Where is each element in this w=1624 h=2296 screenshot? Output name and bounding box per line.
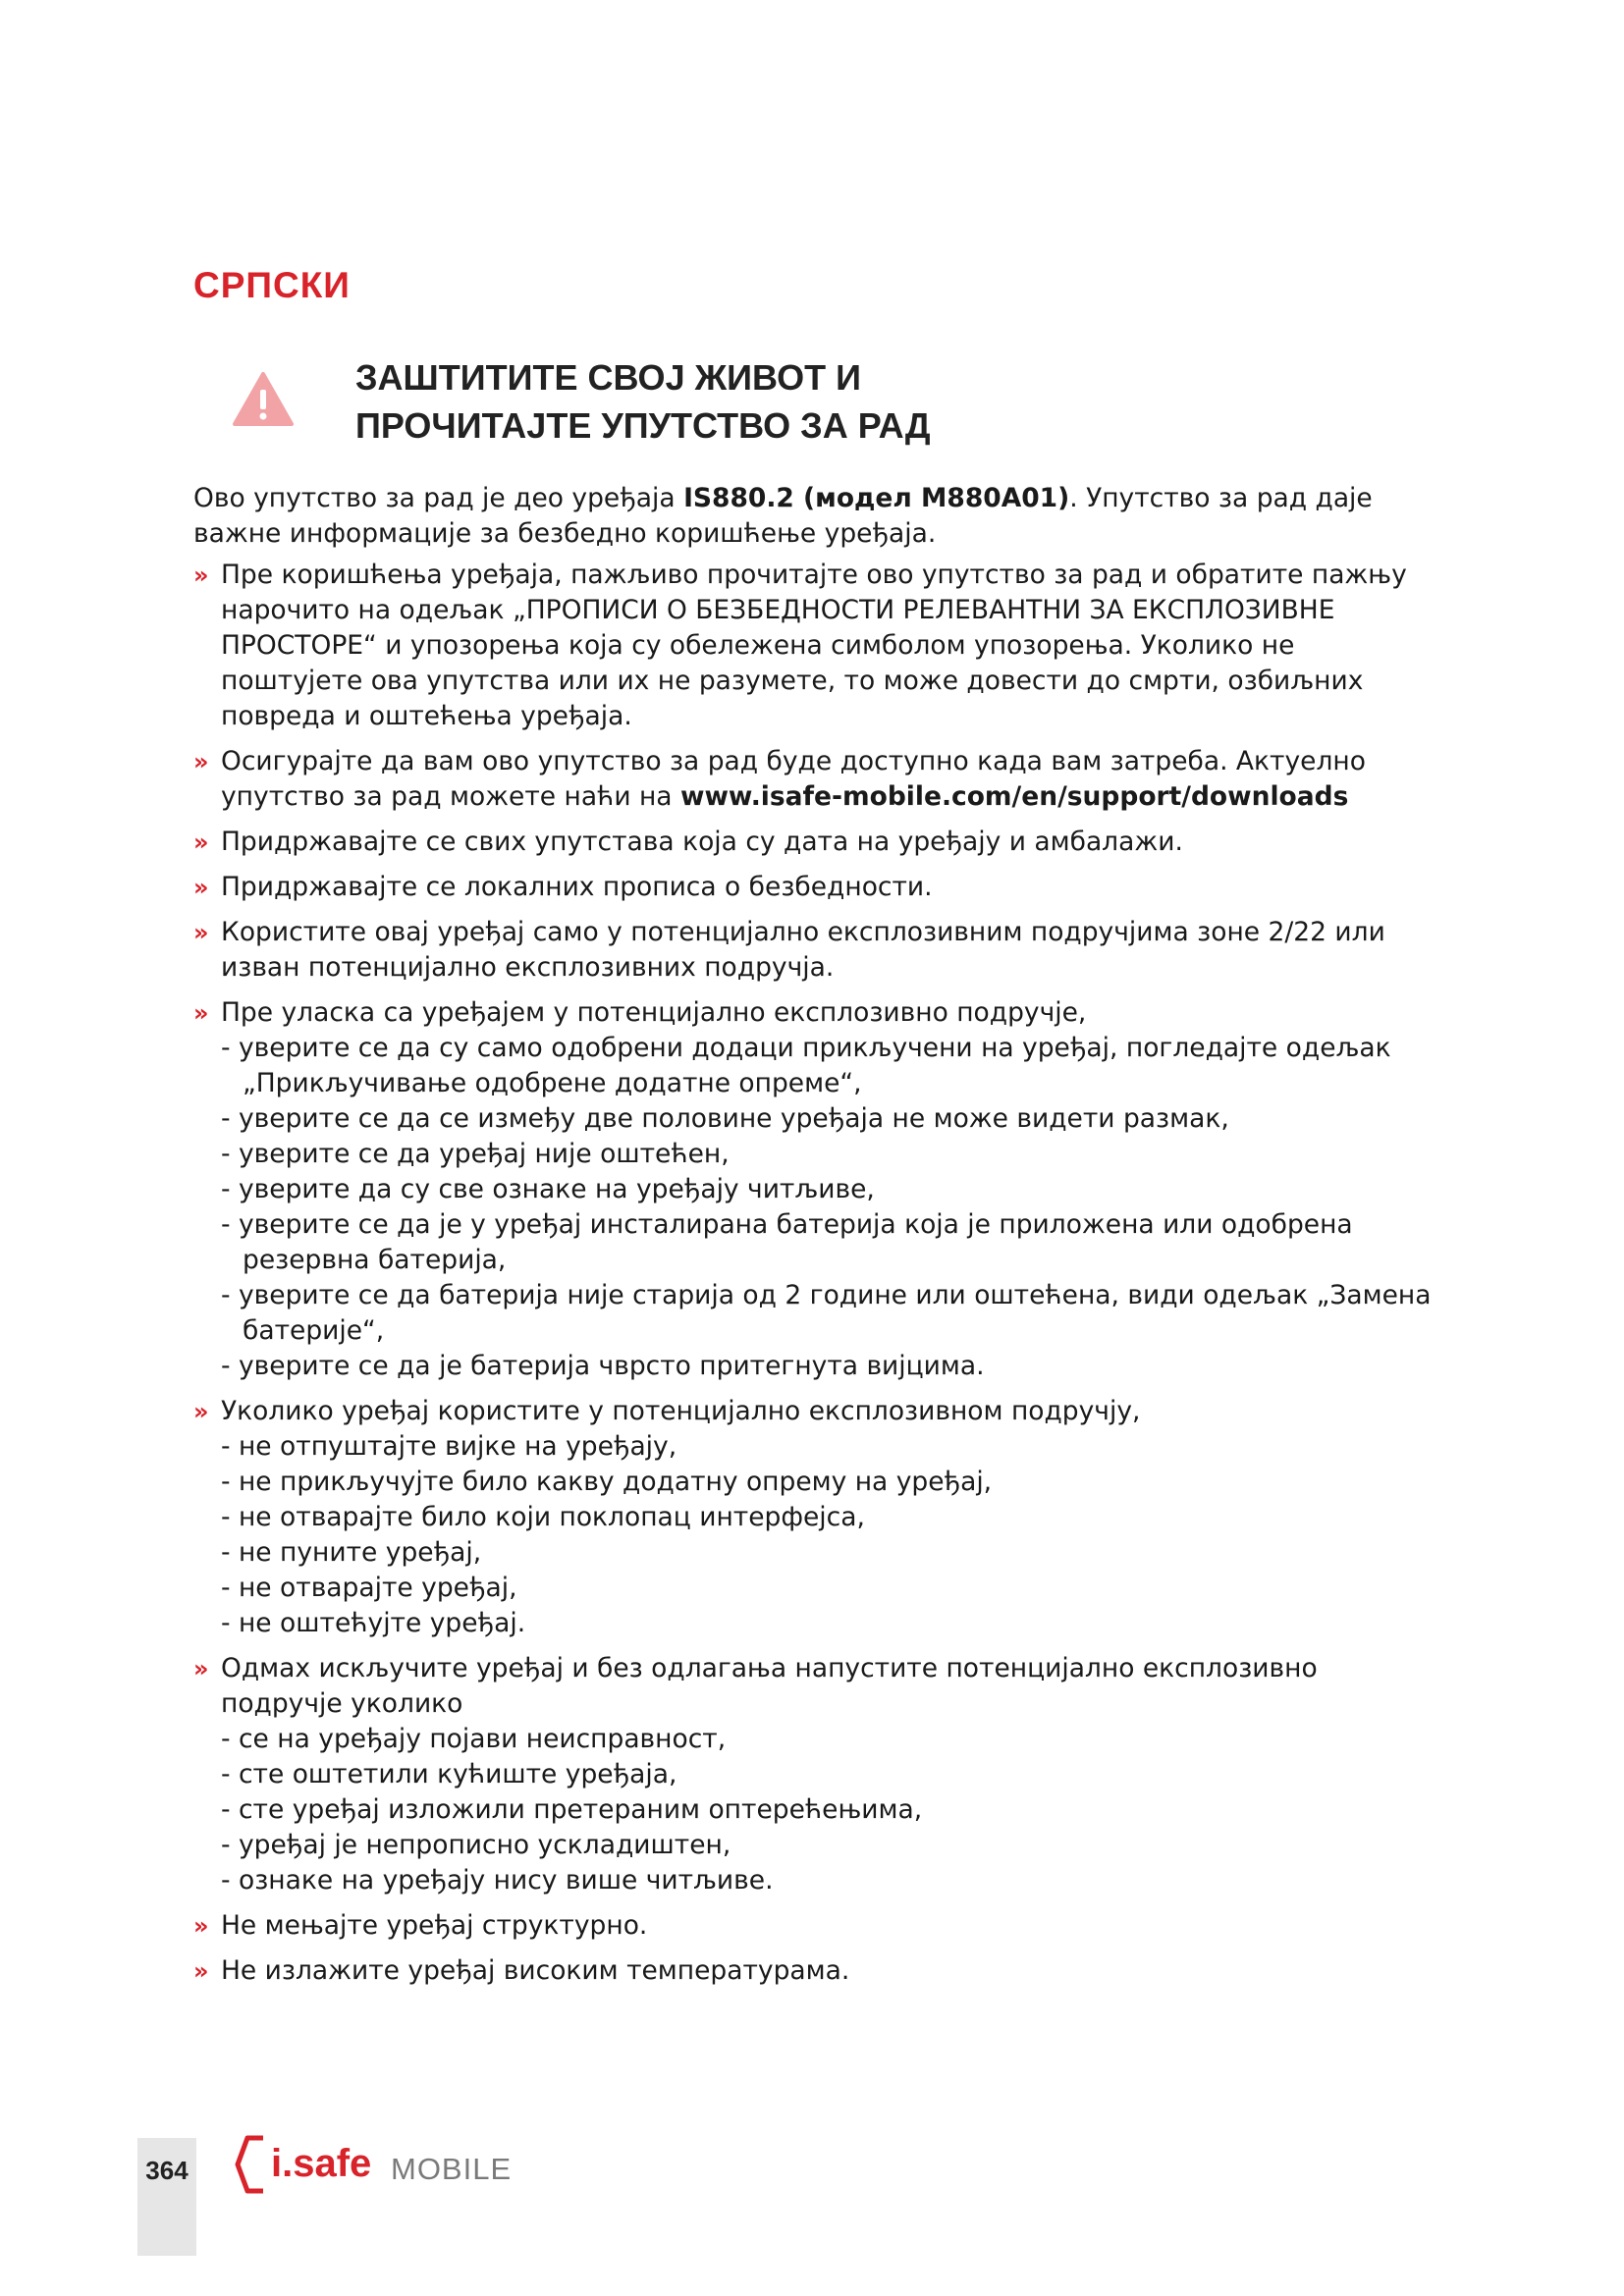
sub-item: - не отварајте било који поклопац интерфејса, xyxy=(221,1502,865,1532)
sub-item: - уверите се да је у уређај инсталирана батерија која је приложена или одобрена резервна батерија, xyxy=(221,1209,1353,1275)
bullet-item: » Одмах искључите уређај и без одлагања напустите потенцијално експлозивно подручје уколико - се на уређају појави неисправност, - сте оштетили кућиште уређаја, - сте уређај изложили претераним оптерећењима, - уређај је непрописно ускладиштен, - ознаке на уређају нису више читљиве. xyxy=(193,1651,1440,1898)
logo-brand-text: i.safe xyxy=(271,2142,372,2185)
safety-content xyxy=(193,481,1440,1999)
bullet-item: » Не мењајте уређај структурно. xyxy=(193,1908,1440,1944)
sub-item: - уређај је непрописно ускладиштен, xyxy=(221,1830,731,1860)
bullet-arrow-icon: » xyxy=(193,1655,209,1682)
logo-mobile-text: MOBILE xyxy=(391,2152,513,2186)
bullet-item: » Користите овај уређај само у потенцијално експлозивним подручјима зоне 2/22 или изван потенцијално експлозивних подручја. xyxy=(193,917,1385,983)
heading-line-1: ЗАШТИТИТЕ СВОЈ ЖИВОТ И xyxy=(355,357,861,398)
heading-line-2: ПРОЧИТАЈТЕ УПУТСТВО ЗА РАД xyxy=(355,405,931,446)
bullet-arrow-icon: » xyxy=(193,999,209,1027)
sub-item: - не прикључујте било какву додатну опрему на уређај, xyxy=(221,1467,993,1497)
sub-item: - сте уређај изложили претераним оптерећењима, xyxy=(221,1794,923,1825)
bullet-item: » Не излажите уређај високим температурама. xyxy=(193,1953,1440,1989)
bullet-item: » Пре уласка са уређајем у потенцијално експлозивно подручје, - уверите се да су само одобрени додаци прикључени на уређај, погледајте одељак „Прикључивање одобрене додатне опреме“, - уверите се да се између две половине уређаја не може видети размак, - уверите се да уређај није оштећен, - уверите да су све ознаке на уређају читљиве, - уверите се да је у уређај инсталирана батерија која је приложена или одобрена резервна батерија, - уверите се да батерија није старија од 2 године или оштећена, види одељак „Замена батерије“, - уверите се да је батерија чврсто притегнута вијцима. xyxy=(193,995,1440,1384)
intro-text-end: . Упутство за рад даје важне информације за безбедно коришћење уређаја. xyxy=(193,483,1373,549)
bullet-arrow-icon: » xyxy=(193,828,209,856)
bullet-arrow-icon: » xyxy=(193,1912,209,1940)
bullet-arrow-icon: » xyxy=(193,1398,209,1425)
sub-item: - не отварајте уређај, xyxy=(221,1573,517,1603)
bullet-item: » Пре коришћења уређаја, пажљиво прочитајте ово упутство за рад и обратите пажњу нарочито на одељак „ПРОПИСИ О БЕЗБЕДНОСТИ РЕЛЕВАНТНИ ЗА ЕКСПЛОЗИВНЕ ПРОСТОРЕ“ и упозорења која су обележена симболом упозорења. Уколико не поштујете ова упутства или их не разумете, то може довести до смрти, озбиљних повреда и оштећења уређаја. xyxy=(193,560,1407,731)
bullet-arrow-icon: » xyxy=(193,561,209,589)
bullet-arrow-icon: » xyxy=(193,919,209,946)
sub-item: - не оштећујте уређај. xyxy=(221,1608,526,1638)
sub-item: - уверите се да уређај није оштећен, xyxy=(221,1139,730,1169)
sub-item: - уверите да су све ознаке на уређају читљиве, xyxy=(221,1174,875,1204)
sub-item: - сте оштетили кућиште уређаја, xyxy=(221,1759,677,1789)
page-number: 364 xyxy=(145,2156,189,2185)
intro-text: Ово упутство за рад је део уређаја xyxy=(193,483,684,513)
bullet-arrow-icon: » xyxy=(193,748,209,775)
bullet-arrow-icon: » xyxy=(193,1957,209,1985)
bullet-item: » Уколико уређај користите у потенцијално експлозивном подручју, - не отпуштајте вијке на уређају, - не прикључујте било какву додатну опрему на уређај, - не отварајте било који поклопац интерфејса, - не пуните уређај, - не отварајте уређај, - не оштећујте уређај. xyxy=(193,1394,1440,1641)
bullet-item: » Придржавајте се свих упутстава која су дата на уређају и амбалажи. xyxy=(193,825,1440,860)
sub-item: - ознаке на уређају нису више читљиве. xyxy=(221,1865,774,1896)
sub-item: - уверите се да је батерија чврсто притегнута вијцима. xyxy=(221,1351,985,1381)
downloads-link[interactable]: www.isafe-mobile.com/en/support/downloads xyxy=(679,781,1349,812)
sub-item: - не пуните уређај, xyxy=(221,1537,482,1568)
sub-item: - уверите се да су само одобрени додаци прикључени на уређај, погледајте одељак „Прикључивање одобрене додатне опреме“, xyxy=(221,1033,1391,1098)
page-heading xyxy=(355,353,1435,450)
sub-item: - уверите се да се између две половине уређаја не може видети размак, xyxy=(221,1103,1229,1134)
intro-paragraph xyxy=(193,481,1440,552)
sub-item: - се на уређају појави неисправност, xyxy=(221,1724,727,1754)
bullet-item: » Осигурајте да вам ово упутство за рад буде доступно када вам затреба. Актуелно упутство за рад можете наћи на www.isafe-mobile.com/en/support/downloads xyxy=(193,746,1366,812)
warning-icon xyxy=(232,371,295,428)
bullet-item: » Придржавајте се локалних прописа о безбедности. xyxy=(193,870,1440,905)
bullet-arrow-icon: » xyxy=(193,874,209,901)
sub-item: - не отпуштајте вијке на уређају, xyxy=(221,1431,677,1462)
sub-item: - уверите се да батерија није старија од 2 године или оштећена, види одељак „Замена батерије“, xyxy=(221,1280,1432,1346)
device-model: IS880.2 (модел M880A01) xyxy=(683,483,1070,513)
language-title: СРПСКИ xyxy=(193,265,351,305)
